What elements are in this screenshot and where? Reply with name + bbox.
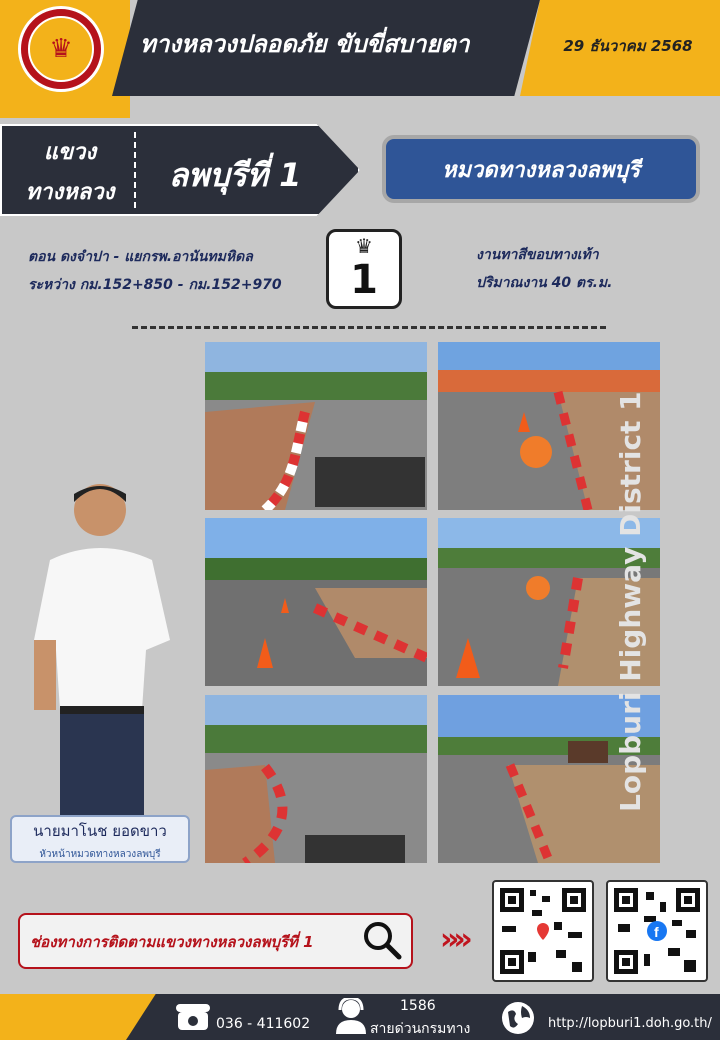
district-name: ลพบุรีที่ 1: [168, 156, 302, 194]
phone-icon: [176, 1002, 210, 1032]
search-icon[interactable]: [362, 920, 402, 960]
emblem-icon: ♛: [355, 234, 373, 258]
page-title: ทางหลวงปลอดภัย ขับขี่สบายตา: [140, 30, 470, 58]
district-label-line1: แขวง: [43, 140, 97, 165]
unit-banner: [382, 135, 700, 203]
work-line2: ปริมาณงาน 40 ตร.ม.: [476, 275, 613, 291]
district-number: 1: [350, 257, 378, 303]
chevron-right-icon: »»: [440, 922, 467, 957]
follow-channel-text: ช่องทางการติดตามแขวงทางหลวงลพบุรีที่ 1: [30, 933, 314, 951]
district-divider: [134, 132, 136, 208]
section-line1: ตอน ดงจำปา - แยกรพ.อานันทมหิดล: [28, 249, 253, 265]
emblem-icon: ♛: [28, 16, 94, 82]
phone-number[interactable]: 036 - 411602: [216, 1016, 311, 1032]
unit-name: หมวดทางหลวงลพบุรี: [441, 157, 641, 183]
person-photo: [30, 480, 190, 818]
person-name: นายมาโนช ยอดขาว: [33, 822, 167, 840]
person-position: หัวหน้าหมวดทางหลวงลพบุรี: [39, 849, 161, 860]
svg-text:f: f: [654, 924, 659, 940]
work-line1: งานทาสีขอบทางเท้า: [476, 247, 599, 263]
district-label-line2: ทางหลวง: [25, 180, 115, 205]
globe-icon: [500, 1000, 536, 1036]
operator-icon: [334, 998, 368, 1034]
website-link[interactable]: http://lopburi1.doh.go.th/: [548, 1016, 712, 1031]
hotline-number[interactable]: 1586: [400, 998, 436, 1014]
work-photo: [205, 342, 427, 510]
date-label: 29 ธันวาคม 2568: [563, 37, 693, 55]
work-photo: [205, 695, 427, 863]
dashed-divider: [132, 326, 606, 329]
qr-code-maps[interactable]: [492, 880, 594, 982]
section-line2: ระหว่าง กม.152+850 - กม.152+970: [28, 277, 282, 293]
hotline-label: สายด่วนกรมทาง: [370, 1021, 471, 1037]
department-logo: [18, 6, 104, 92]
person-name-card: [10, 815, 190, 863]
district-number-badge: [326, 229, 402, 309]
watermark: Lopburi Highway District 1: [614, 391, 647, 812]
work-photo: [205, 518, 427, 686]
qr-code-facebook[interactable]: [606, 880, 708, 982]
